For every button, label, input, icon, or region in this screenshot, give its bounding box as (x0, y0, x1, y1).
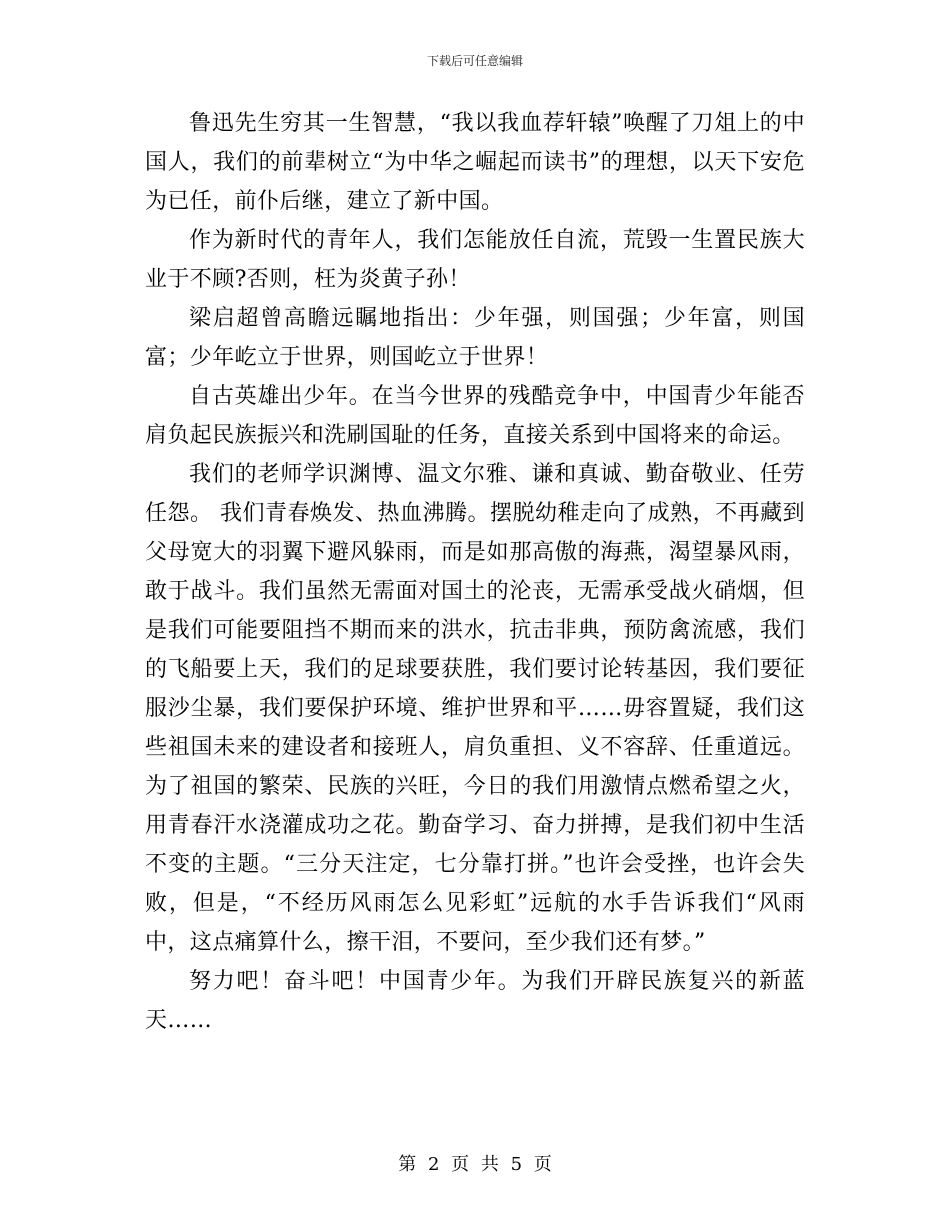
paragraph: 梁启超曾高瞻远瞩地指出：少年强，则国强；少年富，则国富；少年屹立于世界，则国屹立于世界！ (145, 306, 805, 370)
page-header-note: 下载后可任意编辑 (426, 54, 523, 68)
paragraph: 自古英雄出少年。在当今世界的残酷竞争中，中国青少年能否肩负起民族振兴和洗刷国耻的任务，直接关系到中国将来的命运。 (145, 384, 805, 448)
paragraph: 鲁迅先生穷其一生智慧，“我以我血荐轩辕”唤醒了刀俎上的中国人，我们的前辈树立“为中华之崛起而读书”的理想，以天下安危为已任，前仆后继，建立了新中国。 (145, 111, 805, 214)
document-body (145, 104, 805, 1040)
paragraph: 我们的老师学识渊博、温文尔雅、谦和真诚、勤奋敬业、任劳任怨。 我们青春焕发、热血沸腾。摆脱幼稚走向了成熟，不再藏到父母宽大的羽翼下避风躲雨，而是如那高傲的海燕，渴望暴风雨，敢于战斗。我们虽然无需面对国土的沦丧，无需承受战火硝烟，但是我们可能要阻挡不期而来的洪水，抗击非典，预防禽流感，我们的飞船要上天，我们的足球要获胜，我们要讨论转基因，我们要征服沙尘暴，我们要保护环境、维护世界和平……毋容置疑，我们这些祖国未来的建设者和接班人，肩负重担、义不容辞、任重道远。为了祖国的繁荣、民族的兴旺，今日的我们用激情点燃希望之火，用青春汗水浇灌成功之花。勤奋学习、奋力拼搏，是我们初中生活不变的主题。“三分天注定，七分靠打拼。”也许会受挫，也许会失败，但是，“不经历风雨怎么见彩虹”远航的水手告诉我们“风雨中，这点痛算什么，擦干泪，不要问，至少我们还有梦。” (145, 462, 805, 955)
paragraph: 努力吧！奋斗吧！中国青少年。为我们开辟民族复兴的新蓝天…… (145, 969, 805, 1033)
page-number-footer: 第 2 页 共 5 页 (398, 1154, 552, 1175)
paragraph: 作为新时代的青年人，我们怎能放任自流，荒毁一生置民族大业于不顾?否则，枉为炎黄子孙！ (145, 228, 805, 292)
